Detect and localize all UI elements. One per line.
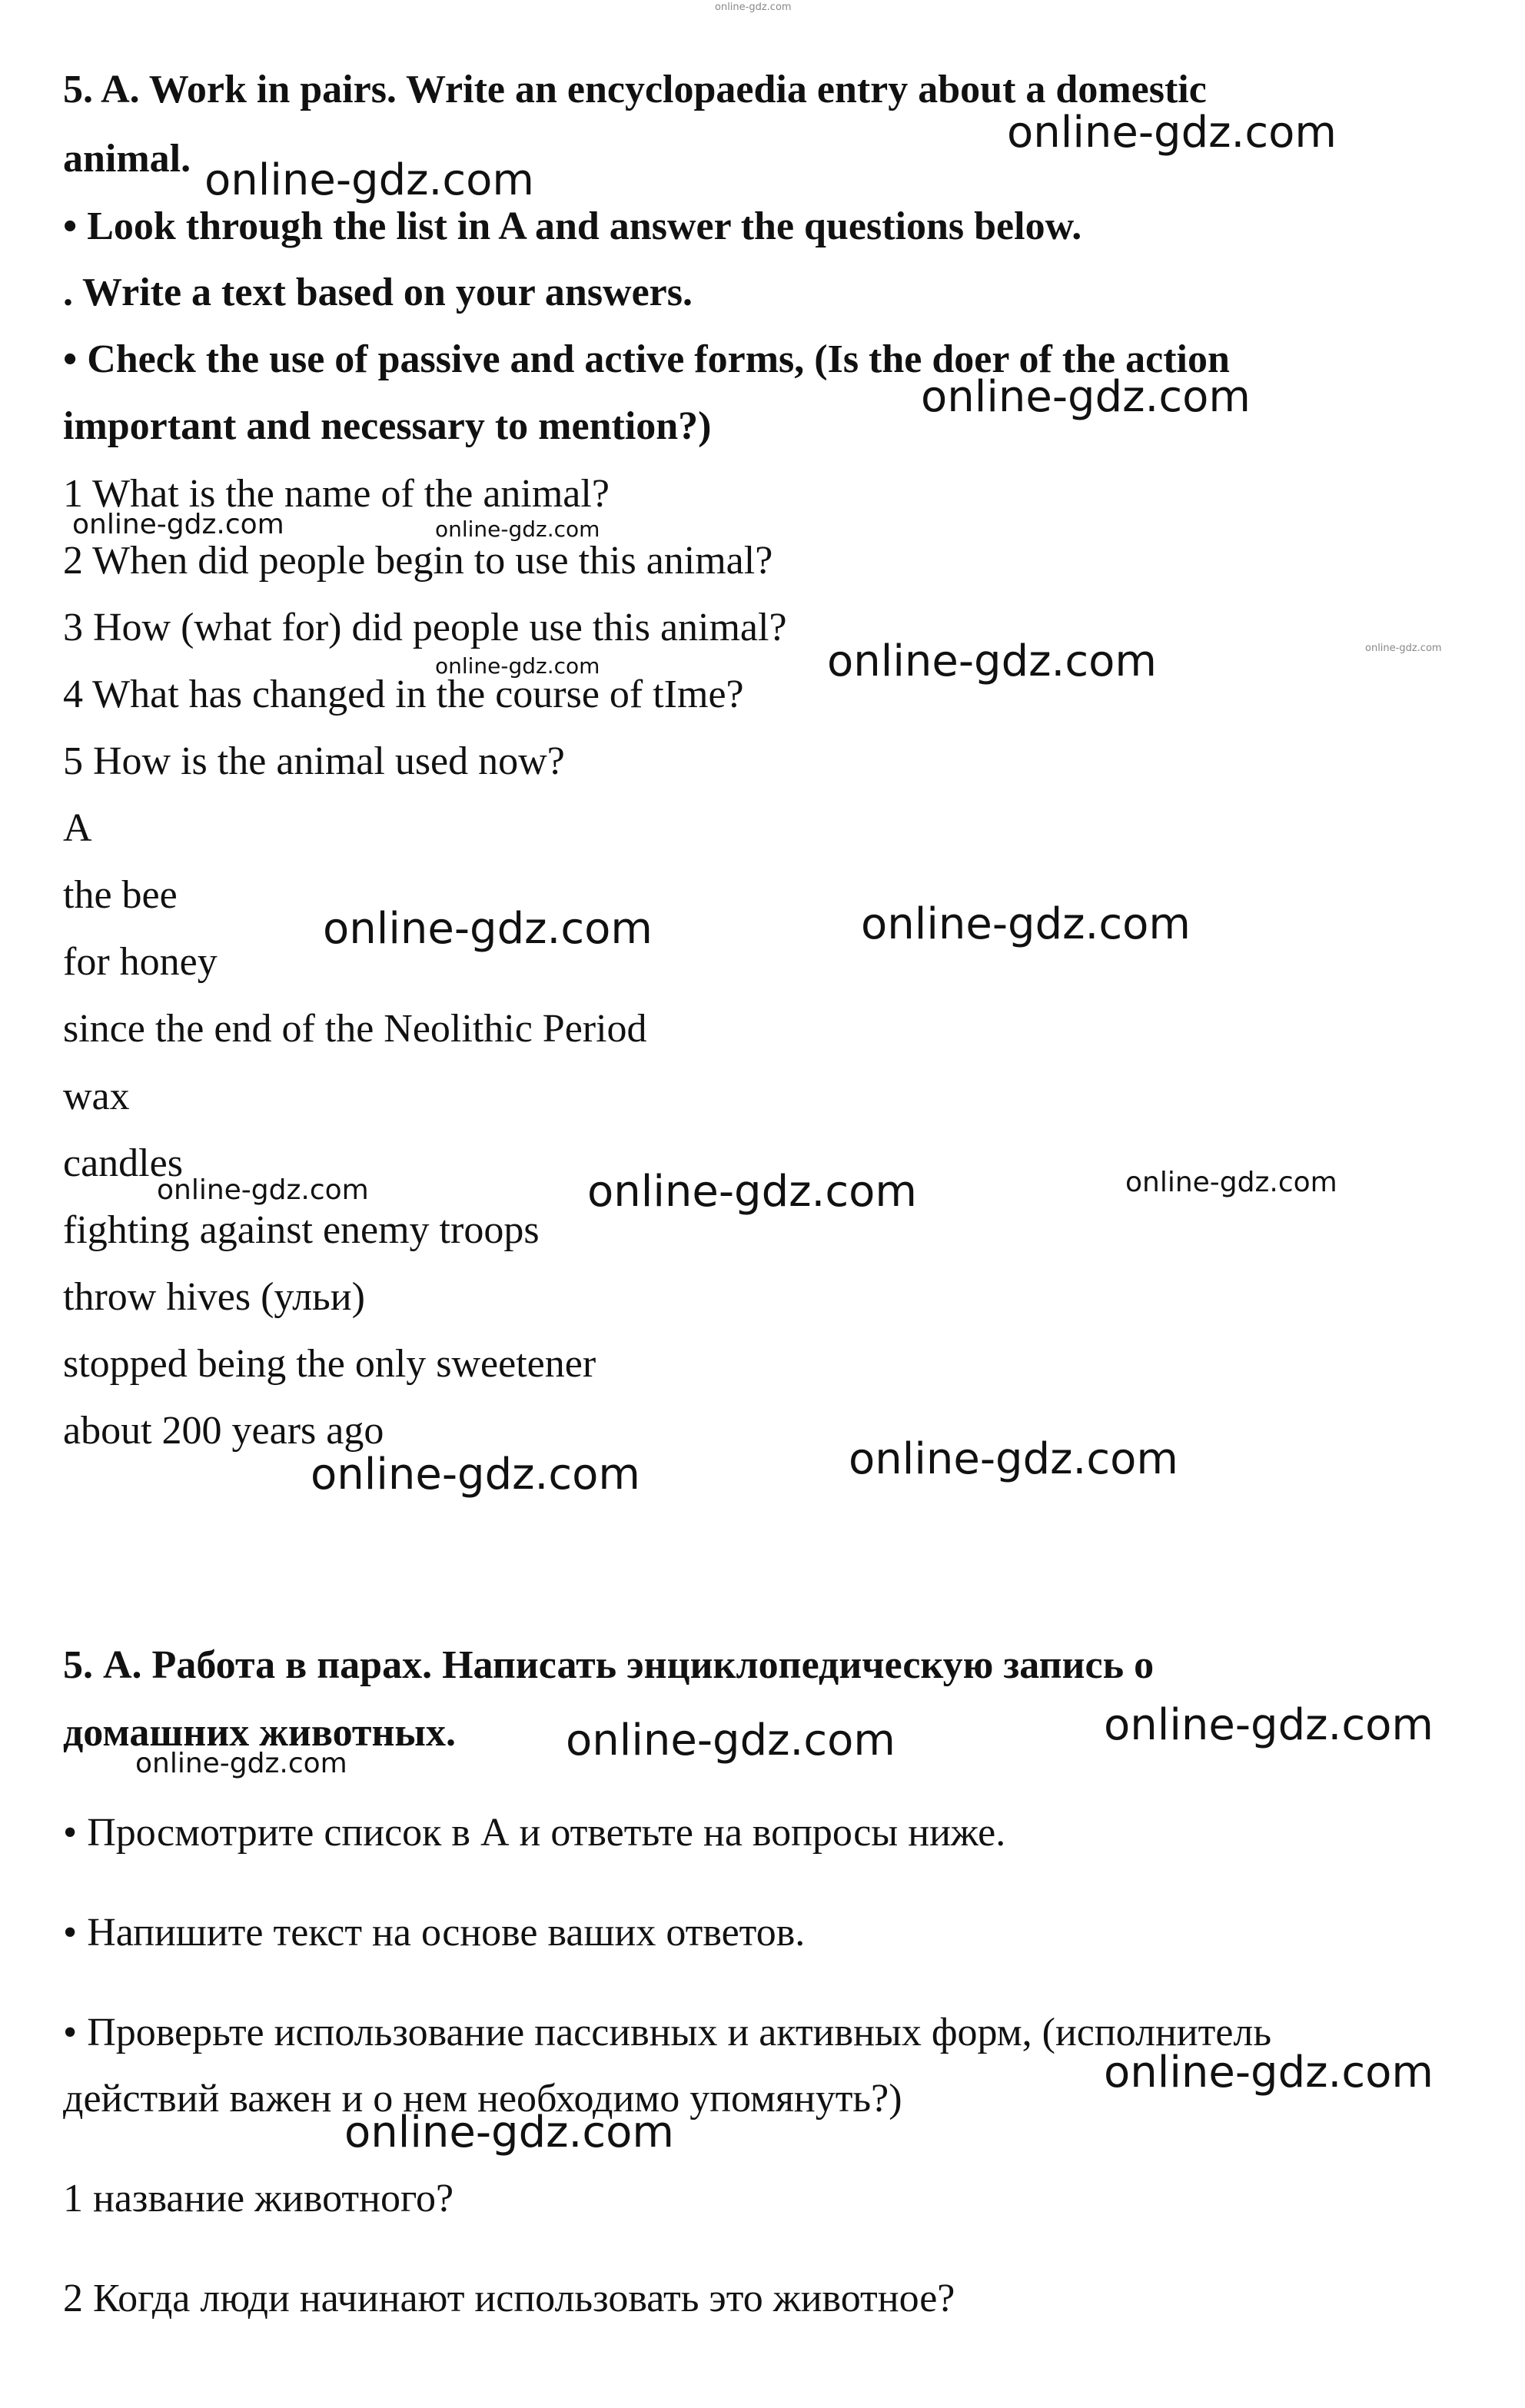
instruction-bullet-3-line-2: important and necessary to mention?) (63, 404, 712, 448)
watermark: online-gdz.com (135, 1748, 347, 1779)
task-heading-line-2: animal. (63, 137, 191, 181)
watermark: online-gdz.com (1104, 1700, 1434, 1750)
list-item: throw hives (ульи) (63, 1275, 365, 1319)
ru-instruction-bullet-1: • Просмотрите список в А и ответьте на вопросы ниже. (63, 1811, 1006, 1855)
watermark: online-gdz.com (849, 1434, 1178, 1484)
list-item: the bee (63, 873, 178, 917)
ru-instruction-bullet-2: • Напишите текст на основе ваших ответов. (63, 1911, 806, 1955)
watermark: online-gdz.com (72, 509, 284, 540)
question-2: 2 When did people begin to use this animal? (63, 539, 773, 583)
task-heading-line-1: 5. A. Work in pairs. Write an encyclopaedia entry about a domestic (63, 68, 1207, 111)
ru-instruction-bullet-3-line-2: действий важен и о нем необходимо упомянуть?) (63, 2077, 902, 2121)
list-item: stopped being the only sweetener (63, 1342, 596, 1386)
watermark: online-gdz.com (827, 636, 1157, 686)
list-label: A (63, 806, 92, 850)
list-item: fighting against enemy troops (63, 1208, 540, 1252)
watermark: online-gdz.com (435, 653, 600, 679)
ru-instruction-bullet-3-line-1: • Проверьте использование пассивных и активных форм, (исполнитель (63, 2011, 1272, 2054)
watermark: online-gdz.com (715, 2, 792, 13)
list-item: wax (63, 1074, 130, 1118)
watermark: online-gdz.com (435, 516, 600, 542)
ru-question-1: 1 название животного? (63, 2177, 454, 2220)
watermark: online-gdz.com (587, 1167, 917, 1217)
instruction-bullet-2: . Write a text based on your answers. (63, 271, 693, 314)
question-4: 4 What has changed in the course of tIme? (63, 673, 744, 716)
watermark: online-gdz.com (1104, 2048, 1434, 2097)
list-item: since the end of the Neolithic Period (63, 1007, 647, 1051)
question-3: 3 How (what for) did people use this animal? (63, 606, 787, 649)
watermark: online-gdz.com (311, 1450, 640, 1500)
watermark: online-gdz.com (1125, 1167, 1337, 1198)
question-1: 1 What is the name of the animal? (63, 472, 610, 516)
list-item: candles (63, 1141, 183, 1185)
watermark: online-gdz.com (566, 1715, 895, 1765)
list-item: about 200 years ago (63, 1409, 384, 1453)
ru-task-heading-line-2: домашних животных. (63, 1711, 457, 1755)
watermark: online-gdz.com (861, 899, 1191, 949)
question-5: 5 How is the animal used now? (63, 739, 565, 783)
watermark: online-gdz.com (344, 2107, 674, 2157)
watermark: online-gdz.com (157, 1174, 369, 1206)
instruction-bullet-1: • Look through the list in A and answer the questions below. (63, 204, 1082, 248)
watermark: online-gdz.com (921, 372, 1251, 422)
list-item: for honey (63, 940, 218, 984)
watermark: online-gdz.com (323, 904, 653, 954)
ru-question-2: 2 Когда люди начинают использовать это животное? (63, 2277, 955, 2320)
ru-task-heading-line-1: 5. А. Работа в парах. Написать энциклопедическую запись о (63, 1643, 1155, 1687)
instruction-bullet-3-line-1: • Check the use of passive and active forms, (Is the doer of the action (63, 337, 1230, 381)
watermark: online-gdz.com (1007, 108, 1337, 158)
watermark: online-gdz.com (1365, 643, 1442, 654)
watermark: online-gdz.com (204, 155, 534, 205)
